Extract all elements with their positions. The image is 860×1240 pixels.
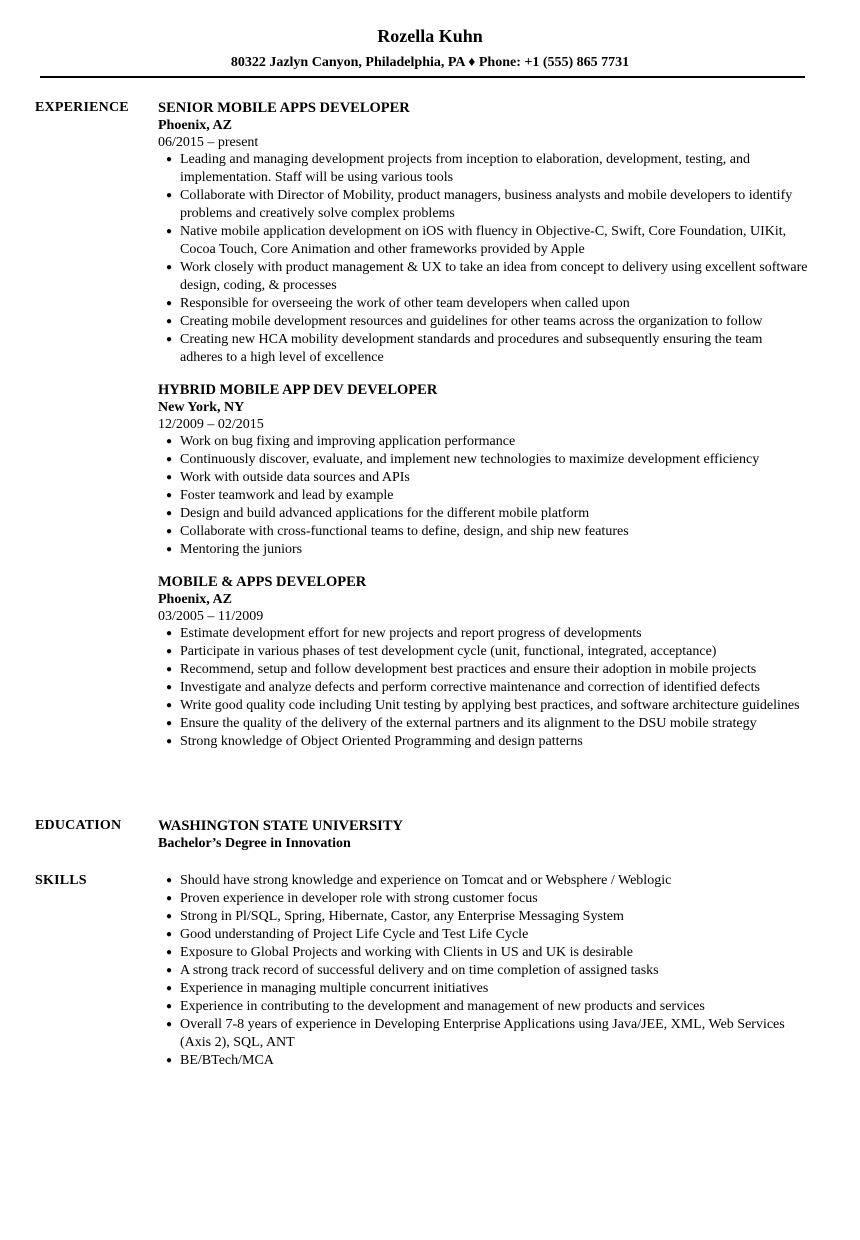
bullet-text: Foster teamwork and lead by example [180, 488, 394, 503]
bullet-icon: ● [166, 646, 173, 657]
job-dates: 03/2005 – 11/2009 [158, 609, 264, 624]
bullet-text: Investigate and analyze defects and perform corrective maintenance and correction of identified defects [180, 680, 760, 695]
bullet-icon: ● [166, 875, 173, 886]
bullet-item [158, 451, 808, 469]
skill-text: Experience in managing multiple concurrent initiatives [180, 981, 489, 996]
bullet-text: Work on bug fixing and improving application performance [180, 434, 516, 449]
bullet-item [158, 433, 808, 451]
bullet-item [158, 259, 808, 295]
skill-item [158, 872, 808, 890]
bullet-text: Estimate development effort for new projects and report progress of developments [180, 626, 642, 641]
job-title: SENIOR MOBILE APPS DEVELOPER [158, 100, 410, 116]
bullet-item [158, 523, 808, 541]
bullet-icon: ● [166, 436, 173, 447]
bullet-text: Strong knowledge of Object Oriented Programming and design patterns [180, 734, 583, 749]
skill-text: A strong track record of successful delivery and on time completion of assigned tasks [180, 963, 659, 978]
bullet-text: Collaborate with Director of Mobility, product managers, business analysts and mobile developers to identify problems and creatively solve complex problems [180, 188, 793, 221]
skill-text: Good understanding of Project Life Cycle and Test Life Cycle [180, 927, 529, 942]
bullet-item [158, 661, 808, 679]
skill-text: Strong in Pl/SQL, Spring, Hibernate, Castor, any Enterprise Messaging System [180, 909, 624, 924]
skill-text: Overall 7-8 years of experience in Developing Enterprise Applications using Java/JEE, XML, Web Services (Axis 2), SQL, ANT [180, 1017, 785, 1050]
bullet-item [158, 223, 808, 259]
skill-item [158, 1016, 808, 1052]
skill-item [158, 926, 808, 944]
bullet-item [158, 505, 808, 523]
skill-text: Exposure to Global Projects and working with Clients in US and UK is desirable [180, 945, 633, 960]
bullet-text: Leading and managing development projects from inception to elaboration, development, testing, and implementation. Staff will be using various tools [180, 152, 750, 185]
bullet-icon: ● [166, 718, 173, 729]
bullet-icon: ● [166, 628, 173, 639]
bullet-icon: ● [166, 226, 173, 237]
job-dates: 06/2015 – present [158, 135, 259, 150]
skill-item [158, 908, 808, 926]
bullet-text: Write good quality code including Unit testing by applying best practices, and software architecture guidelines [180, 698, 800, 713]
bullet-icon: ● [166, 893, 173, 904]
bullet-item [158, 331, 808, 367]
bullet-item [158, 715, 808, 733]
skill-item [158, 890, 808, 908]
bullet-icon: ● [166, 544, 173, 555]
skill-item [158, 962, 808, 980]
bullet-item [158, 679, 808, 697]
job-location: New York, NY [158, 400, 245, 415]
skill-item [158, 980, 808, 998]
bullet-item [158, 541, 808, 559]
bullet-text: Ensure the quality of the delivery of the external partners and its alignment to the DSU mobile strategy [180, 716, 757, 731]
job-bullets [158, 625, 808, 751]
bullet-item [158, 295, 808, 313]
resume-header [0, 24, 860, 72]
skill-item [158, 944, 808, 962]
job-title: HYBRID MOBILE APP DEV DEVELOPER [158, 382, 438, 398]
bullet-icon: ● [166, 454, 173, 465]
skill-text: BE/BTech/MCA [180, 1053, 274, 1068]
skills-bullets [158, 872, 808, 1070]
experience-list [158, 99, 808, 765]
job-dates: 12/2009 – 02/2015 [158, 417, 264, 432]
bullet-text: Native mobile application development on iOS with fluency in Objective-C, Swift, Core Foundation, UIKit, Cocoa Touch, Core Animation and other frameworks provided by Apple [180, 224, 787, 257]
bullet-item [158, 697, 808, 715]
bullet-icon: ● [166, 1055, 173, 1066]
bullet-text: Mentoring the juniors [180, 542, 303, 557]
bullet-text: Creating new HCA mobility development standards and procedures and subsequently ensuring the team adheres to a high level of excellence [180, 332, 763, 365]
bullet-item [158, 643, 808, 661]
bullet-icon: ● [166, 736, 173, 747]
bullet-icon: ● [166, 316, 173, 327]
bullet-item [158, 625, 808, 643]
bullet-icon: ● [166, 262, 173, 273]
contact-line: 80322 Jazlyn Canyon, Philadelphia, PA ♦ Phone: +1 (555) 865 7731 [230, 55, 630, 70]
bullet-icon: ● [166, 983, 173, 994]
skill-item [158, 998, 808, 1016]
section-label-skills: SKILLS [35, 873, 87, 888]
job-location: Phoenix, AZ [158, 118, 232, 133]
bullet-icon: ● [166, 929, 173, 940]
bullet-text: Participate in various phases of test development cycle (unit, functional, integrated, acceptance) [180, 644, 717, 659]
job-bullets [158, 433, 808, 559]
bullet-text: Design and build advanced applications for the different mobile platform [180, 506, 590, 521]
bullet-text: Continuously discover, evaluate, and implement new technologies to maximize development efficiency [180, 452, 760, 467]
bullet-item [158, 313, 808, 331]
bullet-icon: ● [166, 298, 173, 309]
job-entry [158, 381, 808, 559]
job-location: Phoenix, AZ [158, 592, 232, 607]
bullet-icon: ● [166, 911, 173, 922]
bullet-icon: ● [166, 1001, 173, 1012]
job-entry [158, 99, 808, 367]
bullet-icon: ● [166, 1019, 173, 1030]
bullet-item [158, 187, 808, 223]
skill-item [158, 1052, 808, 1070]
bullet-text: Work closely with product management & UX to take an idea from concept to delivery using excellent software design, coding, & processes [180, 260, 808, 293]
bullet-icon: ● [166, 947, 173, 958]
section-label-education: EDUCATION [35, 818, 122, 833]
skill-text: Experience in contributing to the development and management of new products and services [180, 999, 705, 1014]
bullet-icon: ● [166, 700, 173, 711]
job-title: MOBILE & APPS DEVELOPER [158, 574, 367, 590]
bullet-item [158, 469, 808, 487]
bullet-item [158, 487, 808, 505]
bullet-item [158, 151, 808, 187]
skill-text: Should have strong knowledge and experience on Tomcat and or Websphere / Weblogic [180, 873, 672, 888]
skill-text: Proven experience in developer role with strong customer focus [180, 891, 538, 906]
bullet-text: Work with outside data sources and APIs [180, 470, 410, 485]
bullet-text: Recommend, setup and follow development best practices and ensure their adoption in mobile projects [180, 662, 757, 677]
job-bullets [158, 151, 808, 367]
bullet-icon: ● [166, 190, 173, 201]
section-label-experience: EXPERIENCE [35, 100, 129, 115]
bullet-icon: ● [166, 526, 173, 537]
school-name: WASHINGTON STATE UNIVERSITY [158, 818, 403, 834]
bullet-icon: ● [166, 508, 173, 519]
bullet-icon: ● [166, 965, 173, 976]
header-divider [40, 76, 805, 78]
bullet-icon: ● [166, 664, 173, 675]
education-entry [158, 817, 808, 853]
job-entry [158, 573, 808, 751]
degree-name: Bachelor’s Degree in Innovation [158, 836, 351, 851]
bullet-text: Responsible for overseeing the work of other team developers when called upon [180, 296, 630, 311]
bullet-icon: ● [166, 682, 173, 693]
bullet-text: Collaborate with cross-functional teams to define, design, and ship new features [180, 524, 629, 539]
bullet-icon: ● [166, 154, 173, 165]
bullet-icon: ● [166, 334, 173, 345]
bullet-icon: ● [166, 490, 173, 501]
bullet-text: Creating mobile development resources and guidelines for other teams across the organization to follow [180, 314, 763, 329]
bullet-icon: ● [166, 472, 173, 483]
skills-list [158, 872, 808, 1070]
bullet-item [158, 733, 808, 751]
candidate-name: Rozella Kuhn [377, 26, 483, 46]
